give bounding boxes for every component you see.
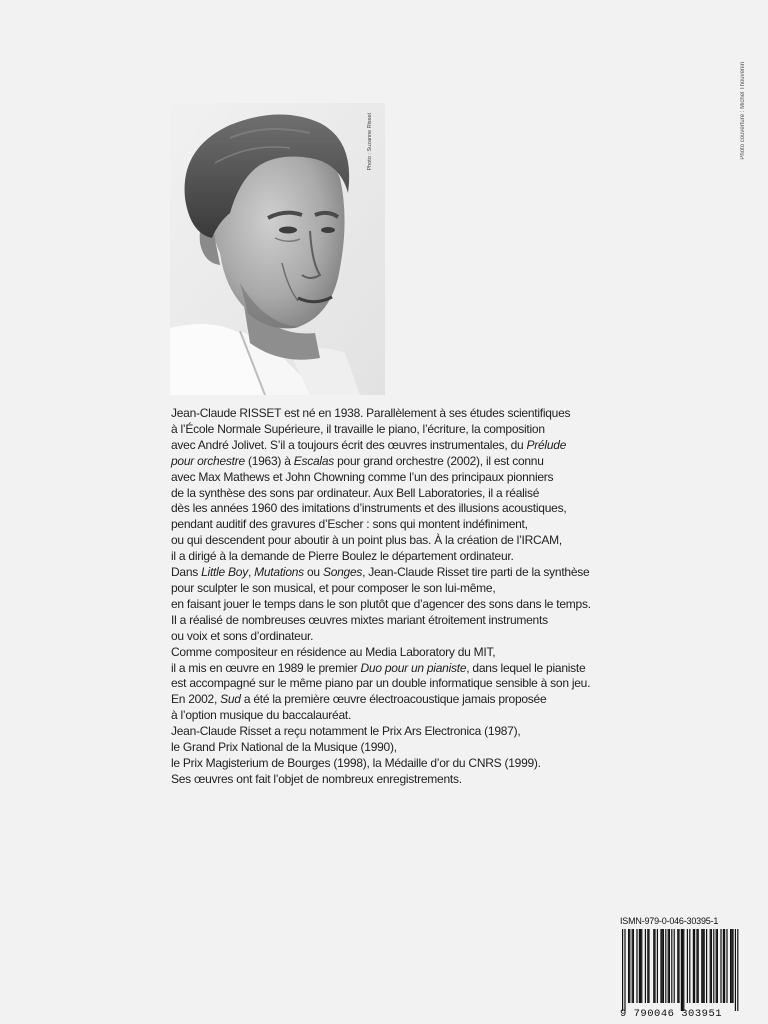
barcode-bar <box>737 929 738 1011</box>
work-title: Duo pour un pianiste <box>360 660 467 675</box>
bio-line: pour orchestre (1963) à Escalas pour grand orchestre (2002), il est connu <box>171 453 544 468</box>
bio-line: de la synthèse des sons par ordinateur. Aux Bell Laboratories, il a réalisé <box>171 485 540 500</box>
bio-line: Jean-Claude RISSET est né en 1938. Parallèlement à ses études scientifiques <box>171 406 571 420</box>
bio-line: Dans Little Boy, Mutations ou Songes, Jean-Claude Risset tire parti de la synthèse <box>171 565 590 580</box>
barcode-bar <box>723 929 724 1003</box>
barcode-bar <box>674 929 675 1003</box>
barcode-graphic <box>620 929 740 1011</box>
ismn-number: ISMN-979-0-046-30395-1 <box>620 916 719 926</box>
barcode-bar <box>629 929 630 1003</box>
barcode-bar <box>726 929 727 1003</box>
barcode-bar <box>724 929 725 1003</box>
bio-line: ou qui descendent pour aboutir à un point plus bas. À la création de l’IRCAM, <box>171 533 562 548</box>
bio-line: avec Max Mathews et John Chowning comme l’un des principaux pionniers <box>171 469 554 484</box>
barcode-bar <box>663 929 664 1003</box>
barcode-bar <box>698 929 699 1003</box>
barcode-bar <box>640 929 641 1003</box>
barcode-bar <box>681 929 682 1011</box>
barcode-bar <box>648 929 649 1003</box>
bio-line: dès les années 1960 des imitations d’instruments et des illusions acoustiques, <box>171 501 567 516</box>
barcode-bar <box>720 929 721 1003</box>
work-title: Escalas <box>293 453 335 468</box>
bio-line: Comme compositeur en résidence au Media Laboratory du MIT, <box>171 644 496 659</box>
barcode-bar <box>624 929 625 1011</box>
barcode-bar <box>687 929 688 1003</box>
barcode-bar <box>706 929 707 1003</box>
barcode-bar <box>677 929 678 1003</box>
bio-line: à l’École Normale Supérieure, il travaille le piano, l’écriture, la composition <box>171 421 545 436</box>
barcode-bar <box>668 929 669 1003</box>
bio-line: En 2002, Sud a été la première œuvre électroacoustique jamais proposée <box>171 692 547 707</box>
barcode-bar <box>645 929 646 1003</box>
ean-digits: 9 790046 303951 <box>620 1008 723 1020</box>
barcode-bar <box>732 929 733 1003</box>
barcode-bar <box>689 929 690 1003</box>
barcode-bar <box>702 929 703 1003</box>
composer-portrait <box>170 103 385 395</box>
barcode-bar <box>704 929 705 1003</box>
barcode-bar <box>622 929 623 1011</box>
bio-line: avec André Jolivet. S’il a toujours écrit des œuvres instrumentales, du Prélude <box>171 437 567 452</box>
barcode-bar <box>713 929 714 1003</box>
work-title: Prélude <box>526 437 567 452</box>
bio-line: le Grand Prix National de la Musique (1990), <box>171 740 397 755</box>
bio-line: pour sculpter le son musical, et pour composer le son lui-même, <box>171 580 496 595</box>
bio-line: est accompagné sur le même piano par un double informatique sensible à son jeu. <box>171 676 591 691</box>
barcode-bar <box>731 929 732 1003</box>
bio-line: ou voix et sons d’ordinateur. <box>171 628 314 643</box>
work-title: Songes <box>322 565 363 580</box>
barcode-bar <box>735 929 736 1011</box>
barcode-block <box>620 916 740 1020</box>
composer-biography <box>171 406 631 788</box>
barcode-bar <box>710 929 711 1003</box>
barcode-bar <box>683 929 684 1011</box>
bio-line: le Prix Magisterium de Bourges (1998), la Médaille d’or du CNRS (1999). <box>171 755 541 770</box>
bio-line: pendant auditif des gravures d’Escher : sons qui montent indéfiniment, <box>171 517 528 532</box>
barcode-bar <box>682 929 683 1011</box>
barcode-bar <box>657 929 658 1003</box>
work-title: pour orchestre <box>171 453 245 468</box>
barcode-bar <box>632 929 633 1003</box>
barcode-bar <box>636 929 637 1003</box>
portrait-photo-credit: Photo : Suzanne Risset <box>367 113 373 171</box>
barcode-bar <box>654 929 655 1003</box>
barcode-bar <box>669 929 670 1003</box>
barcode-bar <box>662 929 663 1003</box>
barcode-bar <box>696 929 697 1003</box>
barcode-bar <box>628 929 629 1003</box>
barcode-bar <box>694 929 695 1003</box>
barcode-bar <box>665 929 666 1003</box>
bio-line: en faisant jouer le temps dans le son plutôt que d’agencer des sons dans le temps. <box>171 596 591 611</box>
work-title: Little Boy <box>201 565 248 580</box>
bio-line: Ses œuvres ont fait l’objet de nombreux enregistrements. <box>171 771 462 786</box>
barcode-bar <box>633 929 634 1003</box>
barcode-bar <box>641 929 642 1003</box>
cover-photo-credit: Photo couverture : Michel Thouvenin <box>740 62 746 160</box>
barcode-bar <box>660 929 661 1003</box>
barcode-bar <box>639 929 640 1003</box>
work-title: Sud <box>220 692 241 707</box>
barcode-bar <box>711 929 712 1003</box>
bio-line: à l’option musique du baccalauréat. <box>171 708 352 723</box>
barcode-bar <box>717 929 718 1003</box>
bio-line: Jean-Claude Risset a reçu notamment le Prix Ars Electronica (1987), <box>171 724 521 739</box>
barcode-bar <box>730 929 731 1003</box>
barcode-bar <box>693 929 694 1003</box>
barcode-bar <box>647 929 648 1003</box>
barcode-bar <box>701 929 702 1003</box>
barcode-bar <box>671 929 672 1003</box>
bio-line: il a dirigé à la demande de Pierre Boulez le département ordinateur. <box>171 549 514 564</box>
barcode-bar <box>678 929 679 1003</box>
bio-line: il a mis en œuvre en 1989 le premier Duo pour un pianiste, dans lequel le pianiste <box>171 660 586 675</box>
barcode-bar <box>716 929 717 1003</box>
barcode-bar <box>653 929 654 1003</box>
work-title: Mutations <box>254 565 304 580</box>
bio-line: Il a réalisé de nombreuses œuvres mixtes mariant étroitement instruments <box>171 612 548 627</box>
portrait-photo <box>170 103 385 395</box>
